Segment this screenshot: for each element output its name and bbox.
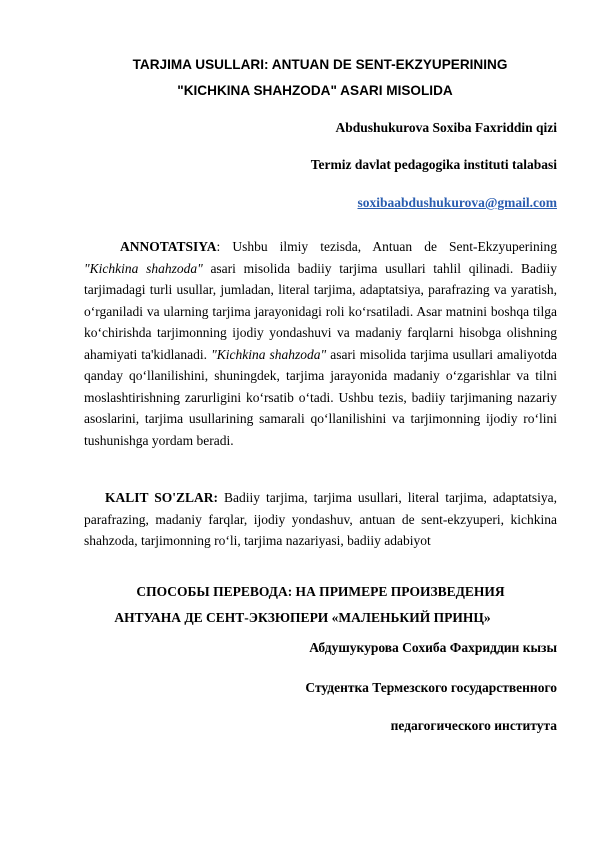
annotation-text-2: asari misolida badiiy tarjima usullari tahlil qilinadi. Badiiy tarjimadagi turli usullar, jumladan, literal tarjima, adaptatsiya, parafrazing va yaratish, o‘rganiladi va ularning tarjima jarayonidagi roli ko‘rsatiladi. Asar matnini boshqa tilga ko‘chirishda tarjimonning ijodiy yondashuvi va madaniy farqlarni hisobga olishning ahamiyati ta'kidlanadi.	[84, 260, 557, 362]
keywords-text: Badiiy tarjima, tarjima usullari, literal tarjima, adaptatsiya, parafrazing, madaniy farqlar, ijodiy yondashuv, antuan de sent-ekzyuperi, kichkina shahzoda, tarjimonning ro‘li, tarjima nazariyasi, badiiy adabiyot	[84, 490, 557, 548]
annotation-text-1: : Ushbu ilmiy tezisda, Antuan de Sent-Ekzyuperining	[216, 239, 557, 254]
annotation-paragraph	[84, 236, 557, 451]
author-name-ru: Абдушукурова Сохиба Фахриддин кызы	[309, 640, 557, 655]
author-affiliation-ru-line2: педагогического института	[390, 718, 557, 733]
title-ru-line1: СПОСОБЫ ПЕРЕВОДА: НА ПРИМЕРЕ ПРОИЗВЕДЕНИЯ	[136, 584, 505, 599]
author-affiliation-uz: Termiz davlat pedagogika instituti talabasi	[310, 157, 557, 172]
title-uz-line2: "KICHKINA SHAHZODA" ASARI MISOLIDA	[177, 83, 453, 98]
annotation-text-3: asari misolida tarjima usullari amaliyotda qanday qo‘llanilishini, shuningdek, tarjima jarayonida madaniy o‘zgarishlar va tilni moslashtirishning zarurligini ko‘rsatib o‘tadi. Ushbu tezis, badiiy tarjimaning nazariy asoslarini, tarjima usullarining samarali qo‘llanilishini va tarjimonning ijodiy ro‘lini tushunishga yordam beradi.	[84, 346, 558, 448]
title-ru-line2: АНТУАНА ДЕ СЕНТ-ЭКЗЮПЕРИ «МАЛЕНЬКИЙ ПРИНЦ»	[114, 610, 491, 625]
annotation-book-title-2: "Kichkina shahzoda"	[211, 346, 327, 362]
keywords-label: KALIT SO'ZLAR:	[105, 490, 219, 505]
annotation-book-title-1: "Kichkina shahzoda"	[84, 260, 203, 276]
author-affiliation-ru-line1: Студентка Термезского государственного	[305, 680, 557, 695]
author-name-uz: Abdushukurova Soxiba Faxriddin qizi	[335, 120, 557, 135]
title-uz-line1: TARJIMA USULLARI: ANTUAN DE SENT-EKZYUPERINING	[132, 57, 508, 72]
paper-title-uz	[60, 52, 580, 104]
author-email-link[interactable]: soxibaabdushukurova@gmail.com	[357, 195, 557, 210]
annotation-label: ANNOTATSIYA	[120, 239, 217, 254]
keywords-paragraph	[84, 487, 557, 552]
paper-title-ru	[84, 579, 557, 631]
